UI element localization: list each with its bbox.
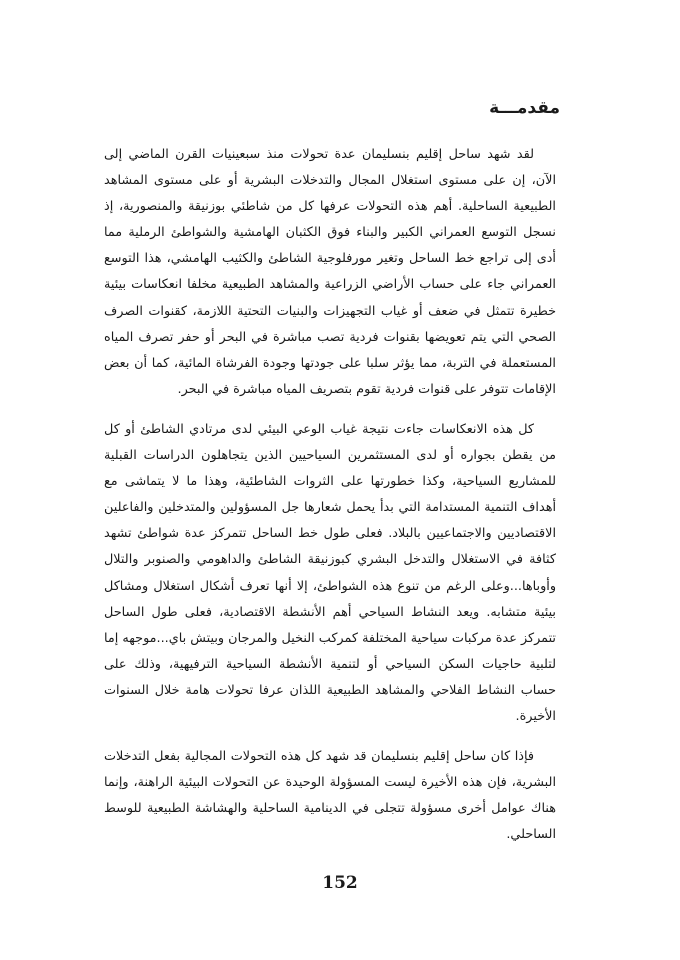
paragraph-1: لقد شهد ساحل إقليم بنسليمان عدة تحولات منذ سبعينيات القرن الماضي إلى الآن، إن على مستوى استغلال المجال والتدخلات البشرية أو على مستوى المشاهد الطبيعية الساحلية. أهم هذه التحولات عرفها كل من شاطئي بوزنيقة والمنصورية، إذ نسجل التوسع العمراني الكبير والبناء فوق الكثبان الهامشية والشواطئ الرملية مما أدى إلى تراجع خط الساحل وتغير مورفلوجية الشاطئ والكثيب الهامشي، هذا التوسع العمراني جاء على حساب الأراضي الزراعية والمشاهد الطبيعية مخلفا انعكاسات بيئية خطيرة تتمثل في ضعف أو غياب التجهيزات والبنيات التحتية اللازمة، كقنوات الصرف الصحي التي يتم تعويضها بقنوات فردية تصب مباشرة في البحر أو حفر تصرف المياه المستعملة في التربة، مما يؤثر سلبا على جودتها وجودة الفرشاة المائية، كما أن بعض الإقامات تتوفر على قنوات فردية تقوم بتصريف المياه مباشرة في البحر.	[104, 147, 556, 397]
body-text	[104, 142, 556, 848]
paragraph-2: كل هذه الانعكاسات جاءت نتيجة غياب الوعي البيئي لدى مرتادي الشاطئ أو كل من يقطن بجواره أو لدى المستثمرين السياحيين الذين يتجاهلون الدراسات القبلية للمشاريع السياحية، وكذا خطورتها على الثروات الشاطئية، وهذا ما لا يتماشى مع أهداف التنمية المستدامة التي بدأ يحمل شعارها جل المسؤولين والمتدخلين والفاعلين الاقتصاديين والاجتماعيين بالبلاد. فعلى طول خط الساحل تتمركز عدة شواطئ تشهد كثافة في الاستغلال والتدخل البشري كبوزنيقة الشاطئ والداهومي والصنوبر والتلال وأوباها...وعلى الرغم من تنوع هذه الشواطئ، إلا أنها تعرف أشكال استغلال ومشاكل بيئية متشابه. ويعد النشاط السياحي أهم الأنشطة الاقتصادية، فعلى طول الساحل تتمركز عدة مركبات سياحية المختلفة كمركب النخيل والمرجان وبيتش باي...موجهه إما لتلبية حاجيات السكن السياحي أو لتنمية الأنشطة السياحية الترفيهية، وذلك على حساب النشاط الفلاحي والمشاهد الطبيعية اللذان عرفا تحولات هامة خلال السنوات الأخيرة.	[104, 421, 556, 724]
section-heading: مقدمـــة	[489, 98, 560, 118]
paragraph-3: فإذا كان ساحل إقليم بنسليمان قد شهد كل هذه التحولات المجالية بفعل التدخلات البشرية، فإن هذه الأخيرة ليست المسؤولة الوحيدة عن التحولات البيئية الراهنة، وإنما هناك عوامل أخرى مسؤولة تتجلى في الدينامية الساحلية والهشاشة الطبيعية للوسط الساحلي.	[104, 749, 556, 843]
page-number: 152	[322, 873, 358, 893]
